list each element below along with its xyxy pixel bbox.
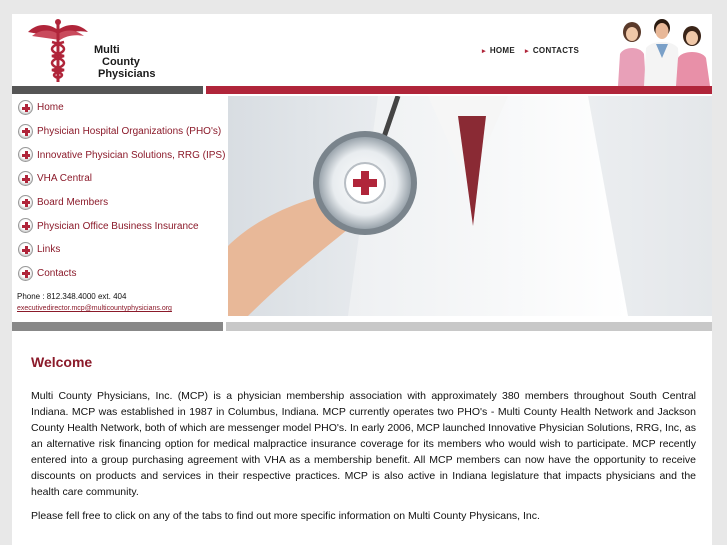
sidebar-item-contacts[interactable]: [12, 262, 226, 286]
nav-contacts-label: CONTACTS: [532, 46, 580, 55]
plus-circle-icon: [18, 218, 33, 233]
doctor-stethoscope-photo: [228, 96, 712, 316]
footer-bar-light: [226, 322, 712, 331]
top-nav: [482, 46, 579, 55]
info-paragraph: Please fell free to click on any of the tabs to find out more specific information on Multi County Physicans, Inc.: [31, 510, 540, 522]
plus-circle-icon: [18, 195, 33, 210]
sidebar-item-label: Physician Hospital Organizations (PHO's): [37, 126, 222, 138]
sidebar-item-board-members[interactable]: [12, 191, 226, 215]
sidebar: [12, 96, 226, 316]
logo[interactable]: [24, 16, 174, 84]
logo-line-2: County: [102, 56, 140, 68]
doctors-photo: [610, 14, 712, 86]
sidebar-item-phos[interactable]: [12, 120, 226, 144]
bullet-arrow-icon: ▸: [482, 47, 486, 55]
divider-bar-red: [206, 86, 712, 94]
page: [12, 14, 712, 545]
main-content: [12, 334, 712, 545]
sidebar-item-vha-central[interactable]: [12, 167, 226, 191]
sidebar-item-label: Contacts: [37, 268, 77, 280]
sidebar-item-label: Links: [37, 244, 61, 256]
sidebar-item-label: Physician Office Business Insurance: [37, 220, 199, 232]
logo-line-3: Physicians: [98, 68, 156, 80]
footer-bar-dark: [12, 322, 223, 331]
nav-home-label: HOME: [489, 46, 516, 55]
logo-text: [94, 44, 155, 80]
header: [12, 14, 712, 86]
caduceus-icon: [24, 16, 94, 84]
plus-circle-icon: [18, 171, 33, 186]
sidebar-item-label: Board Members: [37, 197, 109, 209]
sidebar-item-home[interactable]: [12, 96, 226, 120]
divider-bar-dark: [12, 86, 203, 94]
plus-circle-icon: [18, 100, 33, 115]
nav-contacts-link[interactable]: [525, 46, 579, 55]
plus-circle-icon: [18, 266, 33, 281]
sidebar-item-links[interactable]: [12, 238, 226, 262]
email-link[interactable]: executivedirector.mcp@multicountyphysicians.org: [17, 305, 172, 312]
plus-circle-icon: [18, 242, 33, 257]
nav-home-link[interactable]: [482, 46, 515, 55]
sidebar-item-office-insurance[interactable]: [12, 214, 226, 238]
sidebar-item-label: Home: [37, 102, 64, 114]
logo-line-1: Multi: [94, 44, 120, 56]
sidebar-item-label: Innovative Physician Solutions, RRG (IPS): [37, 149, 226, 161]
sidebar-item-ips[interactable]: [12, 143, 226, 167]
sidebar-item-label: VHA Central: [37, 173, 93, 185]
page-title: Welcome: [31, 354, 93, 370]
plus-circle-icon: [18, 147, 33, 162]
bullet-arrow-icon: ▸: [525, 47, 529, 55]
phone-number: Phone : 812.348.4000 ext. 404: [17, 292, 127, 301]
intro-paragraph: Multi County Physicians, Inc. (MCP) is a physician membership association with approximately 380 members throughout South Central Indiana. MCP was established in 1987 in Columbus, Indiana. MCP currently operates two PHO's - Multi County Health Network and Jackson County Health Network, both of which are messenger model PHO's. In early 2006, MCP launched Innovative Physician Solutions, RRG, Inc, as an alternative risk financing option for medical malpractice insurance coverage for its members who would wish to participate. MCP recently entered into a group purchasing agreement with VHA as a membership benefit. All MCP members can now have the opportunity to receive discounts on products and services in their respective practices. MCP is also active in Indiana legislature that impacts physicians and the health care community.: [31, 390, 696, 498]
plus-circle-icon: [18, 124, 33, 139]
